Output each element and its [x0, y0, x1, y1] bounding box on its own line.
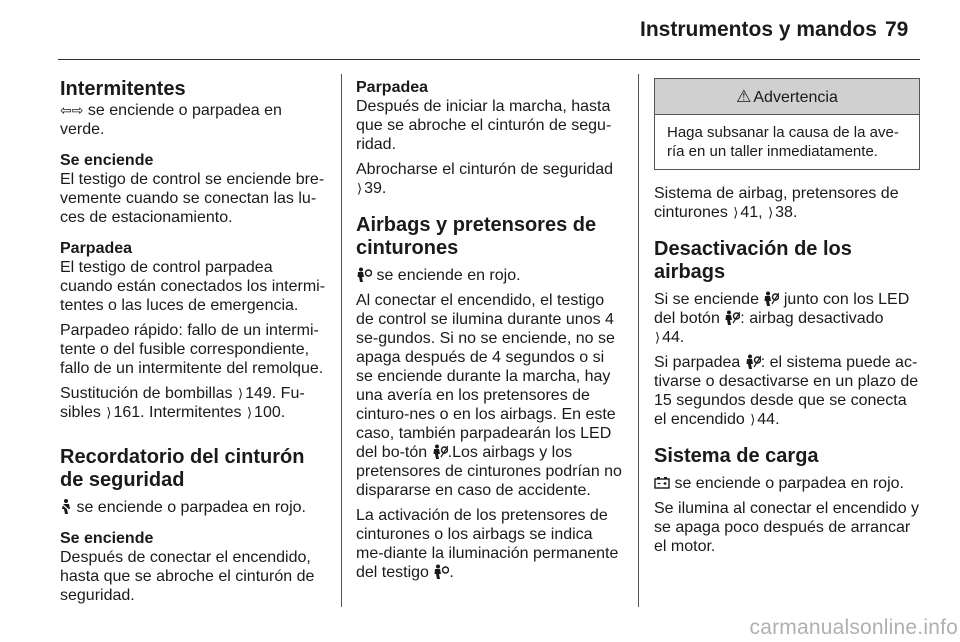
paragraph-sistema-airbag: Sistema de airbag, pretensores de cinturones ⟩ 41, ⟩ 38. — [654, 185, 899, 221]
page-number: 79 — [885, 18, 909, 41]
paragraph-airbags-icon: se enciende en rojo. — [356, 266, 622, 285]
column-3 — [654, 78, 920, 562]
warning-box — [654, 78, 920, 170]
paragraph-parpadea: El testigo de control parpadea cuando están conectados los intermi-tentes o las luces de emergencia. — [60, 259, 326, 314]
paragraph-airbags-body: Al conectar el encendido, el testigo de control se ilumina durante unos 4 se-gundos. Si no se enciende, no se apaga después de 4 segundos o si se enciende durante la marcha, hay una avería en los pretensores de cinturo-nes o en los airbags. En este caso, también parpadearán los LED del bo-tón .Los airbags y los pretensores de cinturones podrían no dispararse en caso de accidente. — [356, 292, 622, 499]
watermark: carmanualsonline.info — [749, 616, 958, 639]
turn-signal-icon: ⇦⇨ — [60, 102, 84, 118]
paragraph-abrocharse: Abrocharse el cinturón de seguridad ⟩ 39. — [356, 161, 614, 197]
reference-arrow-icon: ⟩ — [768, 205, 774, 220]
battery-icon — [654, 476, 670, 489]
column-2 — [356, 78, 622, 588]
reference-arrow-icon: ⟩ — [357, 181, 363, 196]
airbag-off-icon — [432, 444, 448, 459]
airbag-off-icon — [763, 291, 779, 306]
airbag-icon — [433, 564, 449, 579]
subtitle-se-enciende: Se enciende — [60, 152, 154, 169]
reference-arrow-icon: ⟩ — [733, 205, 739, 220]
paragraph-intermitentes: ⇦⇨ se enciende o parpadea en verde. — [60, 102, 282, 138]
subtitle-se-enciende-2: Se enciende — [60, 530, 154, 547]
paragraph-si-enciende: Si se enciende junto con los LED del botón : airbag desactivado ⟩ 44. — [654, 291, 910, 346]
reference-arrow-icon: ⟩ — [655, 330, 661, 345]
paragraph-sustitucion: Sustitución de bombillas ⟩ 149. Fu-sibles ⟩ 161. Intermitentes ⟩ 100. — [60, 385, 305, 421]
airbag-icon — [356, 267, 372, 282]
paragraph-carga-icon: se enciende o parpadea en rojo. — [654, 474, 920, 493]
paragraph-parpadeo-rapido: Parpadeo rápido: fallo de un intermi-tente o del fusible correspondiente, fallo de un intermitente del remolque. — [60, 322, 324, 377]
warning-icon: ⚠ — [736, 87, 752, 106]
paragraph-se-enciende-2: Después de conectar el encendido, hasta que se abroche el cinturón de seguridad. — [60, 549, 315, 604]
reference-arrow-icon: ⟩ — [238, 386, 244, 401]
header-rule — [58, 59, 920, 60]
seatbelt-icon — [60, 499, 72, 514]
warning-title: Advertencia — [753, 89, 838, 106]
header-title: Instrumentos y mandos — [640, 18, 877, 41]
reference-arrow-icon: ⟩ — [246, 405, 253, 420]
section-title-desactivacion: Desactivación de los airbags — [654, 238, 852, 283]
airbag-off-icon — [724, 310, 740, 325]
page-header — [0, 0, 960, 58]
reference-arrow-icon: ⟩ — [750, 412, 756, 427]
section-title-carga: Sistema de carga — [654, 445, 819, 467]
paragraph-activacion: La activación de los pretensores de cinturones o los airbags se indica me-diante la iluminación permanente del testigo . — [356, 507, 619, 581]
subtitle-parpadea: Parpadea — [60, 240, 133, 257]
section-title-recordatorio: Recordatorio del cinturón de seguridad — [60, 446, 305, 491]
column-1 — [60, 78, 326, 611]
subtitle-parpadea-2: Parpadea — [356, 79, 429, 96]
airbag-off-icon — [745, 354, 761, 369]
reference-arrow-icon: ⟩ — [106, 405, 112, 420]
paragraph-se-enciende: El testigo de control se enciende bre-vemente cuando se conectan las lu-ces de estacionamiento. — [60, 171, 325, 226]
paragraph-carga: Se ilumina al conectar el encendido y se apaga poco después de arrancar el motor. — [654, 500, 920, 555]
warning-text: Haga subsanar la causa de la ave-ría en un taller inmediatamente. — [667, 124, 899, 160]
section-title-airbags: Airbags y pretensores de cinturones — [356, 214, 597, 259]
column-divider-1 — [341, 74, 342, 607]
paragraph-parpadea-2: Después de iniciar la marcha, hasta que se abroche el cinturón de segu-ridad. — [356, 98, 612, 153]
paragraph-recordatorio: se enciende o parpadea en rojo. — [60, 498, 326, 517]
paragraph-si-parpadea: Si parpadea : el sistema puede ac-tivarse o desactivarse en un plazo de 15 segundos desde que se conecta el encendido ⟩ 44. — [654, 354, 919, 428]
warning-header — [655, 79, 919, 115]
section-title-intermitentes: Intermitentes — [60, 78, 186, 100]
column-divider-2 — [638, 74, 639, 607]
